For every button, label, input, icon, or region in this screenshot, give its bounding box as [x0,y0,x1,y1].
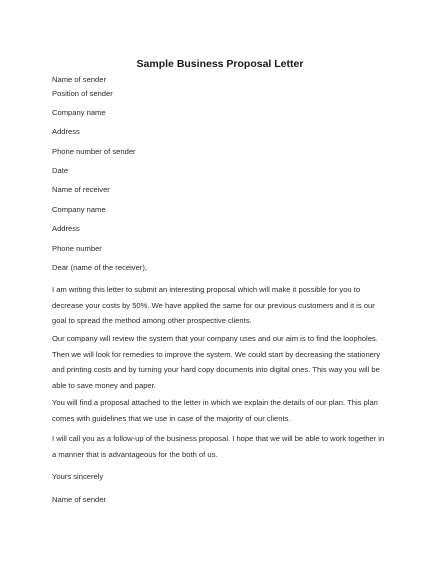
paragraph-line: decrease your costs by 50%. We have applied the same for our previous customers and it is our [52,300,375,310]
sender-position: Position of sender [52,89,113,98]
receiver-company: Company name [52,205,106,214]
page-title: Sample Business Proposal Letter [136,58,304,70]
receiver-phone: Phone number [52,244,102,253]
sender-company: Company name [52,108,106,117]
paragraph-line: a manner that is advantageous for the both of us. [52,449,218,459]
letter-date: Date [52,166,69,175]
paragraph-line: comes with guidelines that we use in case of the majority of our clients. [52,413,291,423]
paragraph-2 [52,331,392,393]
paragraph-1 [52,282,392,329]
paragraph-line: and printing costs and by turning your hard copy documents into digital ones. This way you will be [52,365,380,374]
sender-phone: Phone number of sender [52,147,136,156]
paragraph-line: I am writing this letter to submit an interesting proposal which will make it possible for you to [52,285,361,294]
paragraph-line: able to save money and paper. [52,380,156,390]
paragraph-4 [52,431,392,462]
paragraph-line: Then we will look for remedies to improve the system. We could start by decreasing the stationery [52,349,381,359]
receiver-address: Address [52,224,80,233]
paragraph-line: Our company will review the system that your company uses and our aim is to find the loopholes. [52,334,378,343]
paragraph-line: I will call you as a follow-up of the business proposal. I hope that we will be able to work together in [52,434,385,443]
paragraph-line: goal to spread the method among other prospective clients. [52,316,252,325]
sender-name: Name of sender [52,75,107,84]
paragraph-3 [52,395,392,426]
salutation: Dear (name of the receiver), [52,263,147,272]
receiver-name: Name of receiver [52,185,110,194]
sender-address: Address [52,127,80,136]
closing: Yours sincerely [52,472,104,481]
paragraph-line: You will find a proposal attached to the letter in which we explain the details of our plan. This plan [52,398,378,407]
signature: Name of sender [52,495,107,504]
